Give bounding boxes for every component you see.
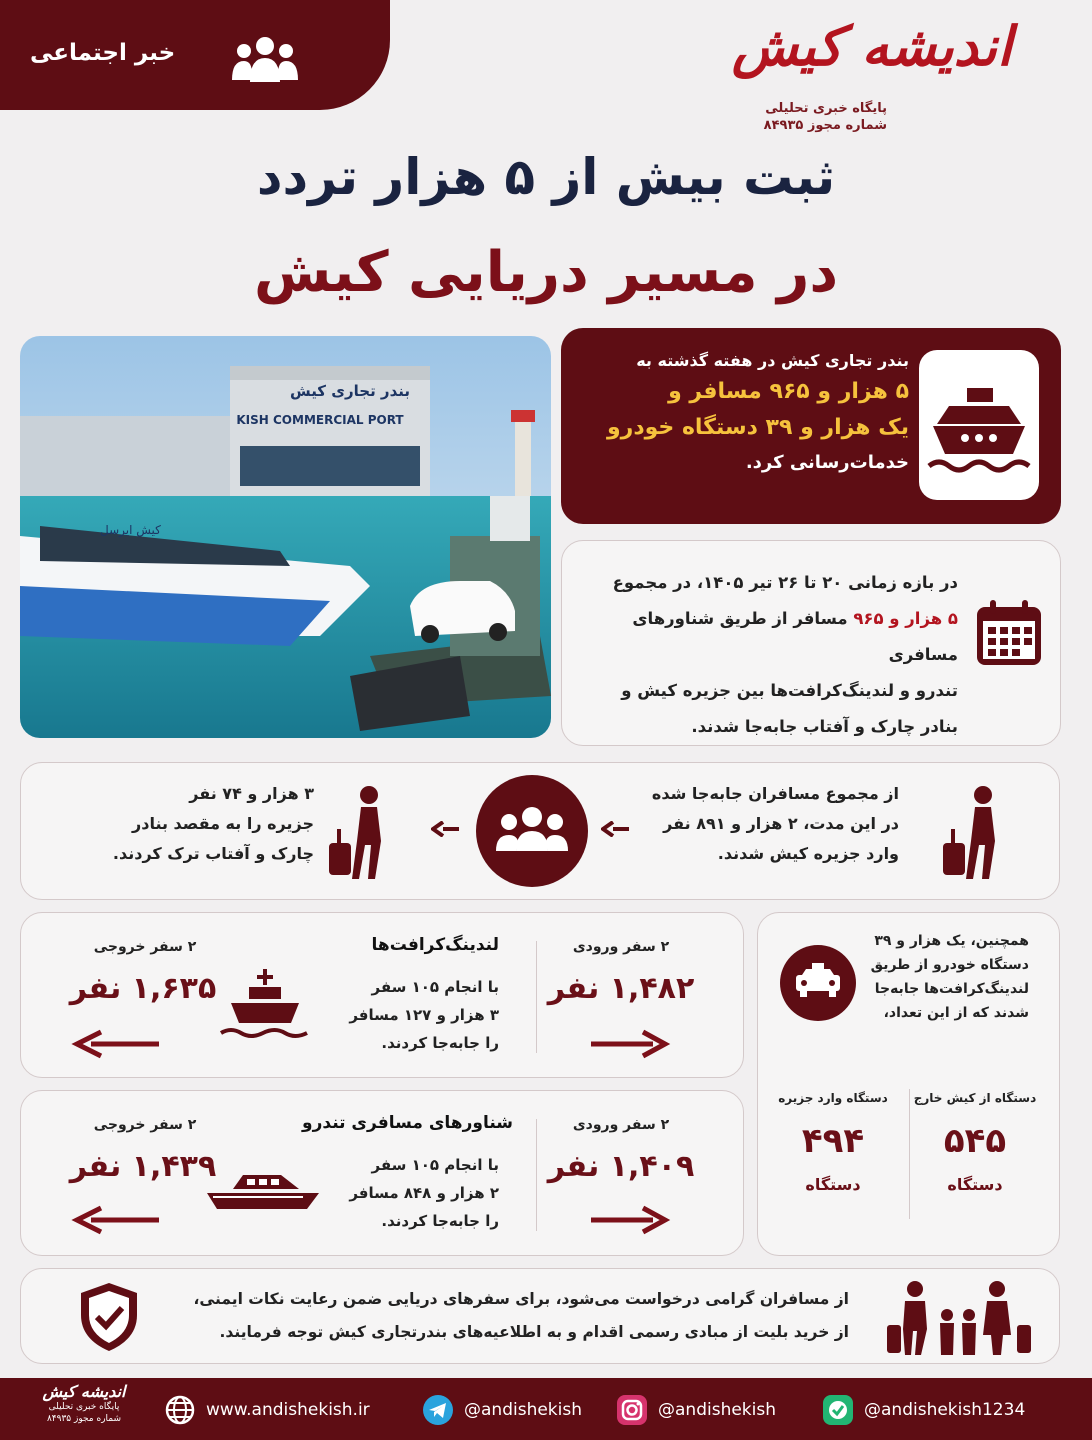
- lc-outbound-caption: ۲ سفر خروجی: [93, 939, 197, 955]
- period-line-1: در بازه زمانی ۲۰ تا ۲۶ تیر ۱۴۰۵، در مجموع: [612, 573, 958, 592]
- instagram-link[interactable]: [616, 1394, 776, 1426]
- period-line-2: [578, 601, 958, 673]
- fb-body: [309, 1151, 499, 1235]
- group-circle: [476, 775, 588, 887]
- telegram-handle: @andishekish: [464, 1400, 582, 1420]
- group-icon: [232, 34, 298, 84]
- period-card: [561, 540, 1061, 746]
- fb-outbound-value: ۱,۴۳۹ نفر: [69, 1149, 217, 1184]
- lc-body: [309, 973, 499, 1057]
- fb-outbound-caption: ۲ سفر خروجی: [93, 1117, 197, 1133]
- vehicles-in-value: ۴۹۴: [801, 1121, 865, 1161]
- fb-inbound-caption: ۲ سفر ورودی: [572, 1117, 670, 1133]
- headline-box: [561, 328, 1061, 524]
- arrow-left-icon: [601, 821, 629, 837]
- category-label: خبر اجتماعی: [30, 40, 176, 66]
- headline-line-4: خدمات‌رسانی کرد.: [745, 452, 909, 473]
- passenger-flow-card: [20, 762, 1060, 900]
- departures-line-3: چارک و آفتاب ترک کردند.: [112, 844, 314, 863]
- vehicles-line-2: دستگاه خودرو از طریق: [870, 957, 1029, 973]
- family-travelers-icon: [885, 1279, 1035, 1357]
- footer-logo-wordmark: اندیشه کیش: [42, 1382, 126, 1401]
- category-tab: [0, 0, 390, 110]
- logo-license: شماره مجوز ۸۴۹۳۵: [763, 118, 887, 133]
- vehicles-line-1: همچنین، یک هزار و ۳۹: [874, 933, 1029, 949]
- fb-inbound-value: ۱,۴۰۹ نفر: [547, 1149, 695, 1184]
- footer-logo: [24, 1382, 144, 1425]
- instagram-handle: @andishekish: [658, 1400, 776, 1420]
- arrow-left-icon-2: [431, 821, 459, 837]
- vehicles-out-value: ۵۴۵: [943, 1121, 1007, 1161]
- headline-vehicles: یک هزار و ۳۹ دستگاه خودرو: [607, 415, 909, 440]
- lc-inbound-caption: ۲ سفر ورودی: [572, 939, 670, 955]
- period-line-2-rest: مسافر از طریق شناورهای مسافری: [632, 609, 958, 664]
- footer-logo-license: شماره مجوز ۸۴۹۳۵: [46, 1414, 122, 1424]
- fb-title: شناورهای مسافری تندرو: [302, 1113, 513, 1133]
- arrow-right-icon-2: [591, 1205, 671, 1235]
- lc-inbound-value: ۱,۴۸۲ نفر: [547, 971, 695, 1006]
- arrow-right-icon: [591, 1029, 671, 1059]
- footer-logo-tagline: پایگاه خبری تحلیلی: [48, 1402, 120, 1412]
- logo-subtitle: [764, 100, 887, 134]
- departures-line-1: ۳ هزار و ۷۴ نفر: [189, 784, 314, 803]
- fb-body-line-1: با انجام ۱۰۵ سفر: [371, 1156, 499, 1174]
- port-sign-en: KISH COMMERCIAL PORT: [236, 413, 404, 427]
- lc-body-line-2: ۳ هزار و ۱۲۷ مسافر: [349, 1006, 499, 1024]
- vehicles-line-4: شدند که از این تعداد،: [883, 1005, 1029, 1021]
- website-link[interactable]: [164, 1394, 370, 1426]
- period-total-highlight: ۵ هزار و ۹۶۵: [853, 609, 958, 628]
- period-line-4: بنادر چارک و آفتاب جابه‌جا شدند.: [691, 717, 958, 736]
- arrow-left-long-icon: [69, 1029, 159, 1059]
- lc-outbound-value: ۱,۶۳۵ نفر: [69, 971, 217, 1006]
- notice-card: [20, 1268, 1060, 1364]
- arrivals-line-2: در این مدت، ۲ هزار و ۸۹۱ نفر: [663, 814, 899, 833]
- vehicles-out-unit: دستگاه: [947, 1175, 1003, 1194]
- headline-passengers: ۵ هزار و ۹۶۵ مسافر و: [668, 379, 909, 404]
- ship-icon: [919, 350, 1039, 500]
- shield-check-icon: [77, 1281, 141, 1353]
- vehicles-card: [757, 912, 1060, 1256]
- instagram-icon: [616, 1394, 648, 1426]
- taxi-circle: [780, 945, 856, 1021]
- lc-body-line-3: را جابه‌جا کردند.: [381, 1034, 499, 1052]
- calendar-icon: [974, 597, 1044, 669]
- port-photo: [20, 336, 551, 738]
- website-text: www.andishekish.ir: [206, 1400, 370, 1420]
- headline-line-1: بندر تجاری کیش در هفته گذشته به: [636, 351, 909, 370]
- footer-bar: [0, 1378, 1092, 1440]
- notice-line-1: از مسافران گرامی درخواست می‌شود، برای سفرهای دریایی ضمن رعایت نکات ایمنی،: [193, 1290, 849, 1308]
- vehicles-text: [849, 929, 1029, 1025]
- port-sign-fa: بندر تجاری کیش: [289, 382, 411, 400]
- telegram-icon: [422, 1394, 454, 1426]
- lc-title: لندینگ‌کرافت‌ها: [371, 935, 499, 955]
- vehicles-in-caption: دستگاه وارد جزیره: [778, 1091, 888, 1105]
- passengers-group-icon: [476, 775, 588, 887]
- globe-icon: [164, 1394, 196, 1426]
- lc-body-line-1: با انجام ۱۰۵ سفر: [371, 978, 499, 996]
- landing-craft-card: [20, 912, 744, 1078]
- arrivals-line-1: از مجموع مسافران جابه‌جا شده: [651, 784, 899, 803]
- logo-tagline: پایگاه خبری تحلیلی: [765, 101, 887, 116]
- telegram-link[interactable]: [422, 1394, 582, 1426]
- eitaa-handle: @andishekish1234: [864, 1400, 1026, 1420]
- departures-text: [84, 779, 314, 869]
- notice-line-2: از خرید بلیت از مبادی رسمی اقدام و به اطلاعیه‌های بندرتجاری کیش توجه فرمایند.: [219, 1323, 849, 1341]
- traveler-icon-departures: [325, 785, 395, 881]
- eitaa-link[interactable]: [822, 1394, 1025, 1426]
- fb-body-line-3: را جابه‌جا کردند.: [381, 1212, 499, 1230]
- title-line-2: در مسیر دریایی کیش: [253, 240, 839, 305]
- title-line-1: ثبت بیش از ۵ هزار تردد: [256, 148, 836, 206]
- ship-name: کیش ایرسل: [100, 523, 161, 537]
- taxi-icon: [780, 945, 856, 1021]
- vehicles-line-3: لندینگ‌کرافت‌ها جابه‌جا: [874, 981, 1029, 997]
- departures-line-2: جزیره را به مقصد بنادر: [132, 814, 314, 833]
- vehicles-in-unit: دستگاه: [805, 1175, 861, 1194]
- period-line-3: تندرو و لندینگ‌کرافت‌ها بین جزیره کیش و: [621, 681, 958, 700]
- landing-craft-icon: [217, 965, 313, 1045]
- arrivals-line-3: وارد جزیره کیش شدند.: [717, 844, 899, 863]
- notice-text: [149, 1283, 849, 1349]
- traveler-icon-arrivals: [939, 785, 1009, 881]
- fast-boats-card: [20, 1090, 744, 1256]
- logo-wordmark: اندیشه کیش: [731, 14, 1012, 78]
- vehicles-out-caption: دستگاه از کیش خارج: [913, 1091, 1037, 1105]
- eitaa-icon: [822, 1394, 854, 1426]
- ship-icon-box: [919, 350, 1039, 500]
- arrow-left-long-icon-2: [69, 1205, 159, 1235]
- fb-body-line-2: ۲ هزار و ۸۴۸ مسافر: [349, 1184, 499, 1202]
